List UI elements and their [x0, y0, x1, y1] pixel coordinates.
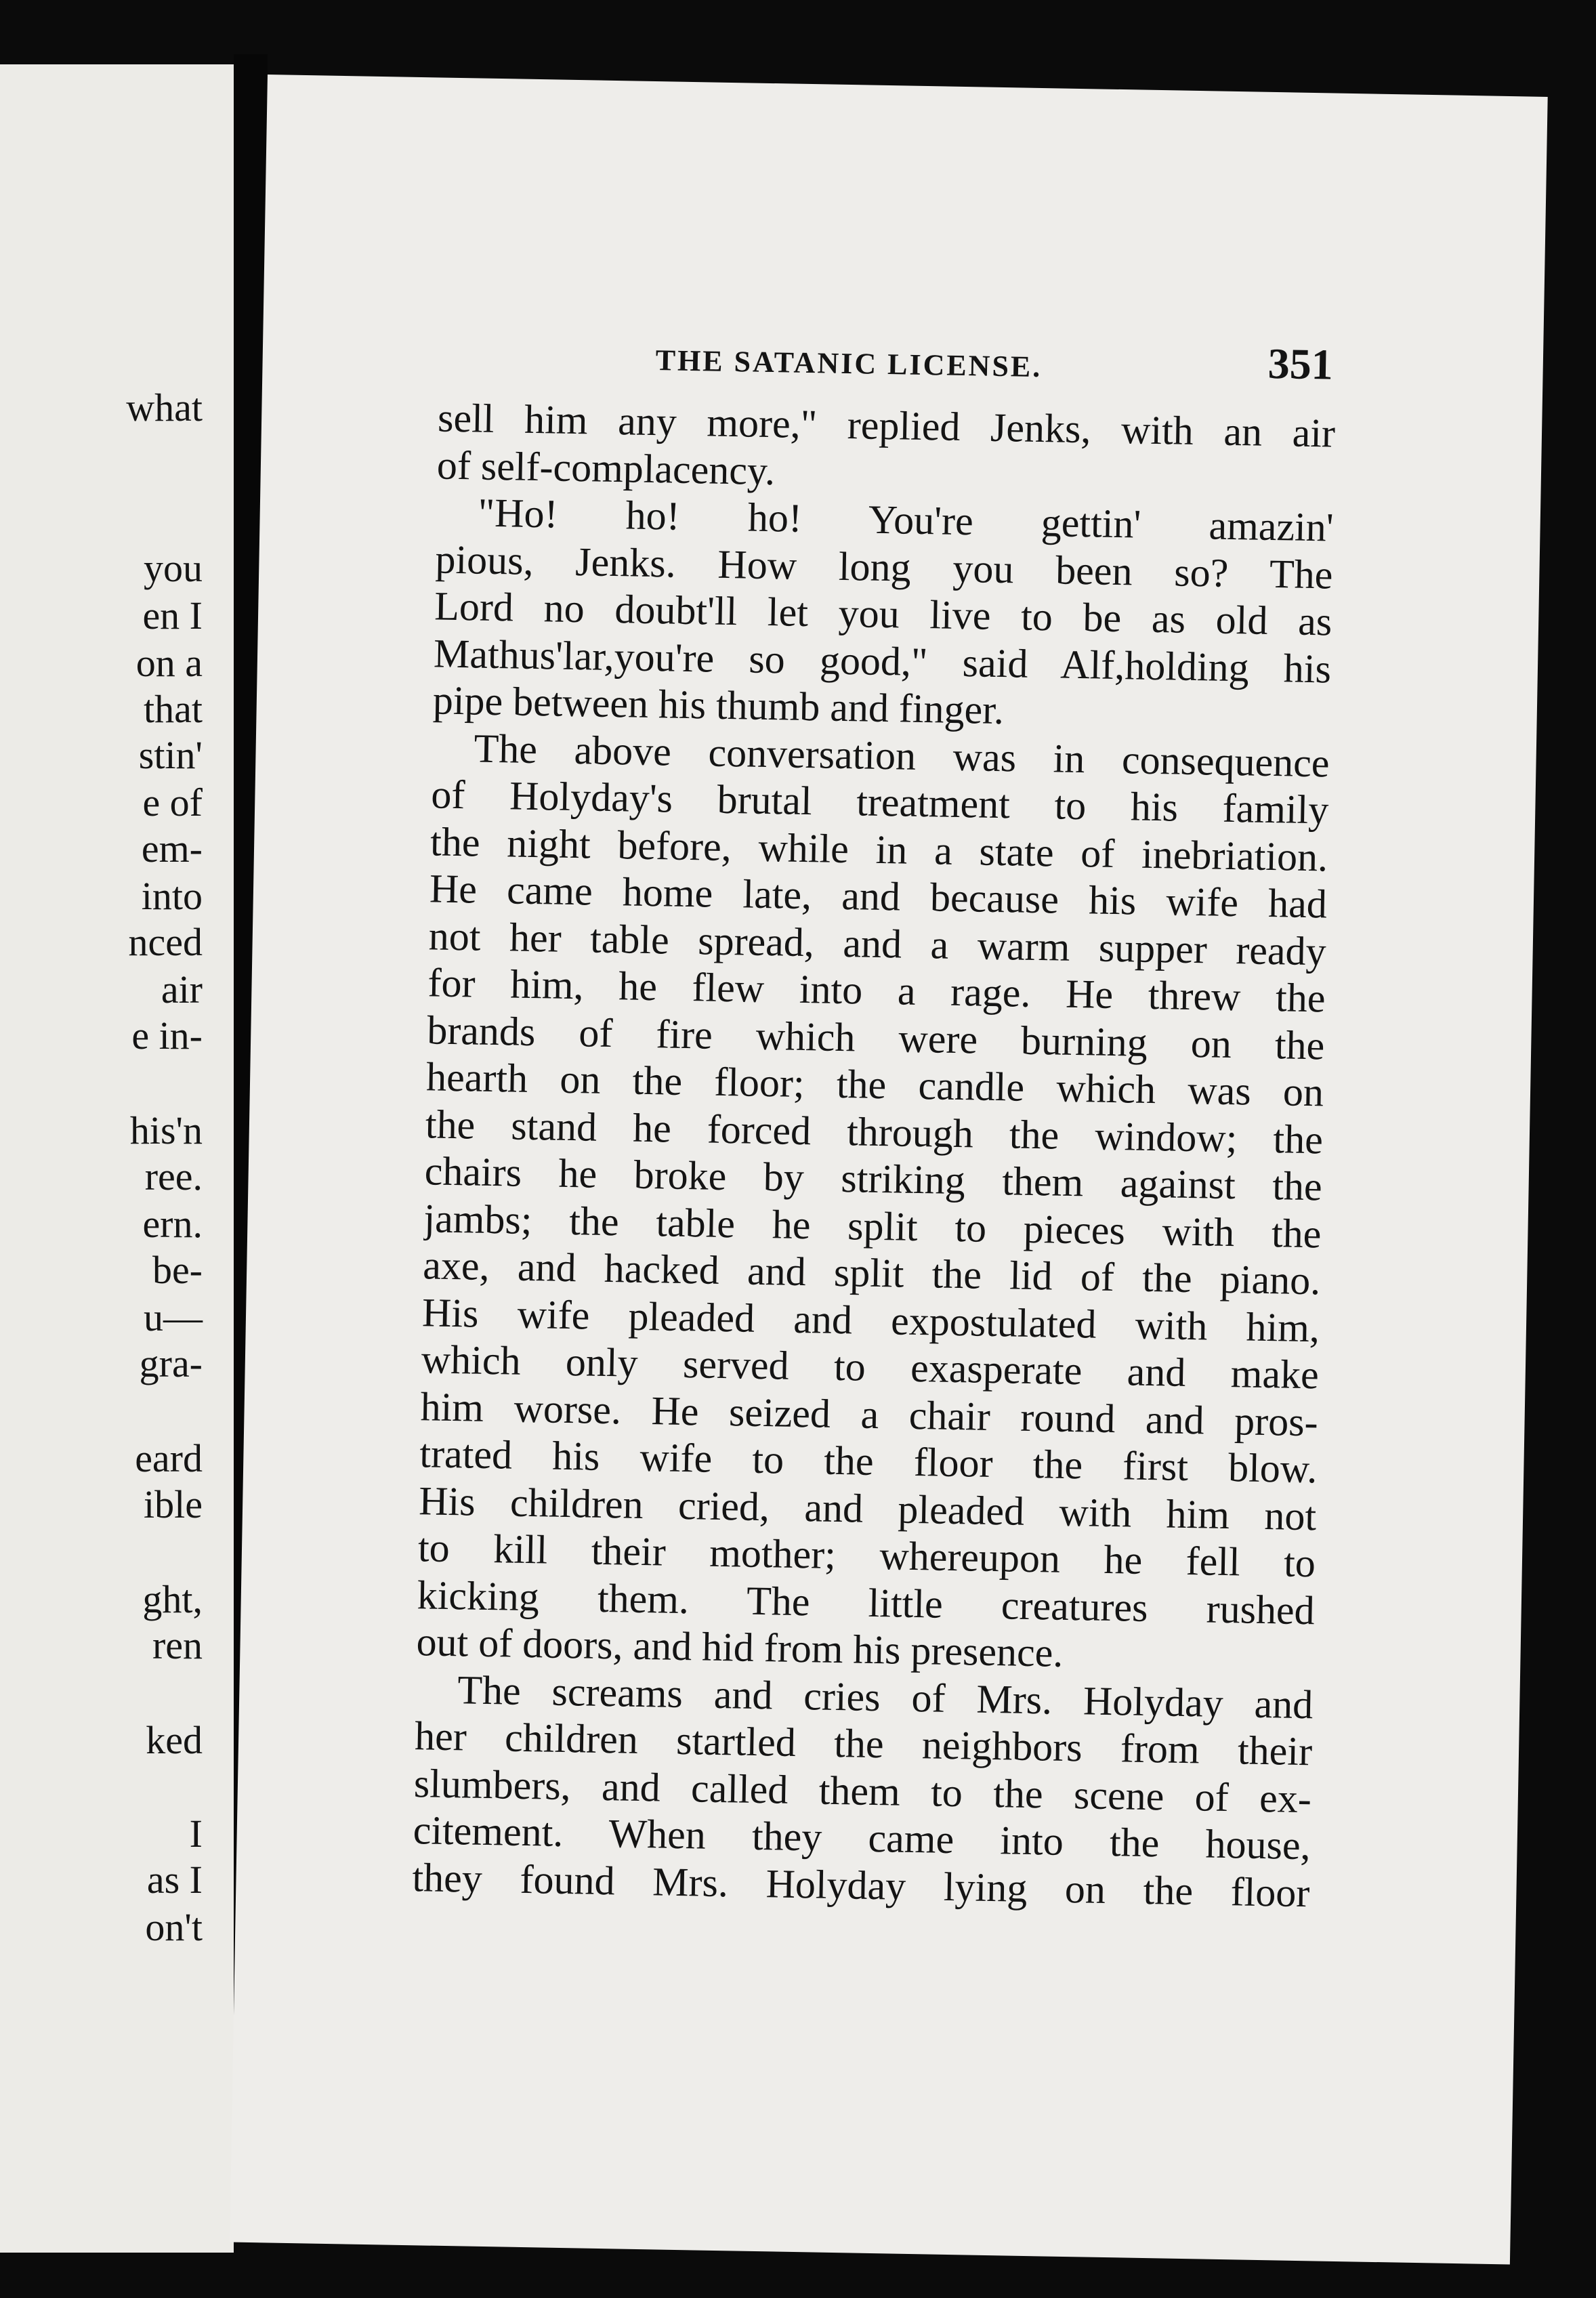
- text-line: they found Mrs. Holyday lying on the floor: [412, 1854, 1310, 1915]
- text-line: not her table spread, and a warm supper ready: [428, 913, 1327, 974]
- left-fragment: that: [144, 687, 203, 731]
- left-page-fragment: [0, 64, 234, 2253]
- text-line: brands of fire which were burning on the: [426, 1007, 1325, 1068]
- text-line: the night before, while in a state of inebriation.: [429, 818, 1328, 879]
- text-line: pipe between his thumb and finger.: [432, 677, 1005, 733]
- text-line: trated his wife to the floor the first blow.: [419, 1431, 1318, 1492]
- text-line: her children startled the neighbors from their: [414, 1713, 1313, 1774]
- text-line: him worse. He seized a chair round and pros-: [420, 1383, 1319, 1444]
- text-line: out of doors, and hid from his presence.: [416, 1619, 1064, 1675]
- text-line: Mathus'lar,you're so good," said Alf,holding his: [433, 630, 1332, 692]
- left-fragment: em-: [141, 827, 203, 871]
- text-line: His children cried, and pleaded with him not: [418, 1478, 1317, 1539]
- left-fragment: ked: [146, 1718, 203, 1762]
- left-fragment: ren: [152, 1623, 203, 1667]
- left-fragment: gra-: [139, 1341, 203, 1385]
- text-line: chairs he broke by striking them against the: [424, 1148, 1323, 1209]
- text-line: pious, Jenks. How long you been so? The: [434, 536, 1333, 598]
- left-fragment: en I: [142, 593, 203, 638]
- left-fragment: ern.: [142, 1202, 203, 1246]
- text-line: sell him any more," replied Jenks, with an air: [437, 395, 1336, 456]
- left-fragment: ght,: [142, 1577, 203, 1621]
- text-line: He came home late, and because his wife had: [429, 866, 1328, 927]
- text-line: jambs; the table he split to pieces with the: [423, 1195, 1322, 1256]
- left-fragment: ible: [144, 1482, 203, 1526]
- left-fragment: e in-: [131, 1014, 203, 1058]
- text-line: The screams and cries of Mrs. Holyday and: [457, 1667, 1314, 1727]
- left-fragment: e of: [142, 780, 203, 824]
- text-line: of Holyday's brutal treatment to his family: [430, 772, 1329, 833]
- left-fragment: into: [141, 874, 203, 918]
- text-line: which only served to exasperate and make: [421, 1337, 1320, 1398]
- text-line: Lord no doubt'll let you live to be as old as: [434, 583, 1332, 644]
- text-line: "Ho! ho! ho! You're gettin' amazin': [478, 490, 1335, 550]
- left-fragment: what: [126, 385, 203, 430]
- left-fragment: stin': [138, 733, 203, 777]
- left-fragment: ree.: [144, 1154, 203, 1198]
- left-fragment: his'n: [129, 1108, 203, 1152]
- left-fragment: u—: [144, 1295, 203, 1339]
- left-fragment: on a: [135, 641, 203, 685]
- text-line: hearth on the floor; the candle which was on: [425, 1054, 1324, 1115]
- page-header: [655, 325, 1333, 398]
- text-line: kicking them. The little creatures rushed: [417, 1572, 1316, 1633]
- book-page: [230, 75, 1548, 2264]
- text-line: slumbers, and called them to the scene of ex-: [413, 1760, 1312, 1821]
- left-fragment: you: [144, 546, 203, 590]
- left-fragment: as I: [146, 1858, 203, 1902]
- text-line: The above conversation was in consequence: [474, 725, 1330, 786]
- page-number: 351: [1267, 339, 1334, 389]
- left-fragment: air: [161, 967, 203, 1011]
- text-line: for him, he flew into a rage. He threw the: [427, 960, 1326, 1021]
- left-fragment: be-: [152, 1248, 203, 1292]
- text-line: citement. When they came into the house,: [413, 1808, 1311, 1868]
- text-line: His wife pleaded and expostulated with him,: [421, 1289, 1320, 1350]
- left-fragment: nced: [128, 920, 203, 964]
- left-fragment: I: [189, 1812, 203, 1856]
- left-fragment: eard: [135, 1436, 203, 1480]
- body-text: [412, 394, 1336, 1917]
- text-line: axe, and hacked and split the lid of the piano.: [422, 1242, 1321, 1303]
- text-line: to kill their mother; whereupon he fell to: [417, 1525, 1316, 1586]
- running-head: THE SATANIC LICENSE.: [655, 343, 1043, 384]
- left-fragment: on't: [145, 1905, 203, 1949]
- text-line: of self-complacency.: [436, 442, 776, 493]
- text-line: the stand he forced through the window; the: [425, 1101, 1324, 1162]
